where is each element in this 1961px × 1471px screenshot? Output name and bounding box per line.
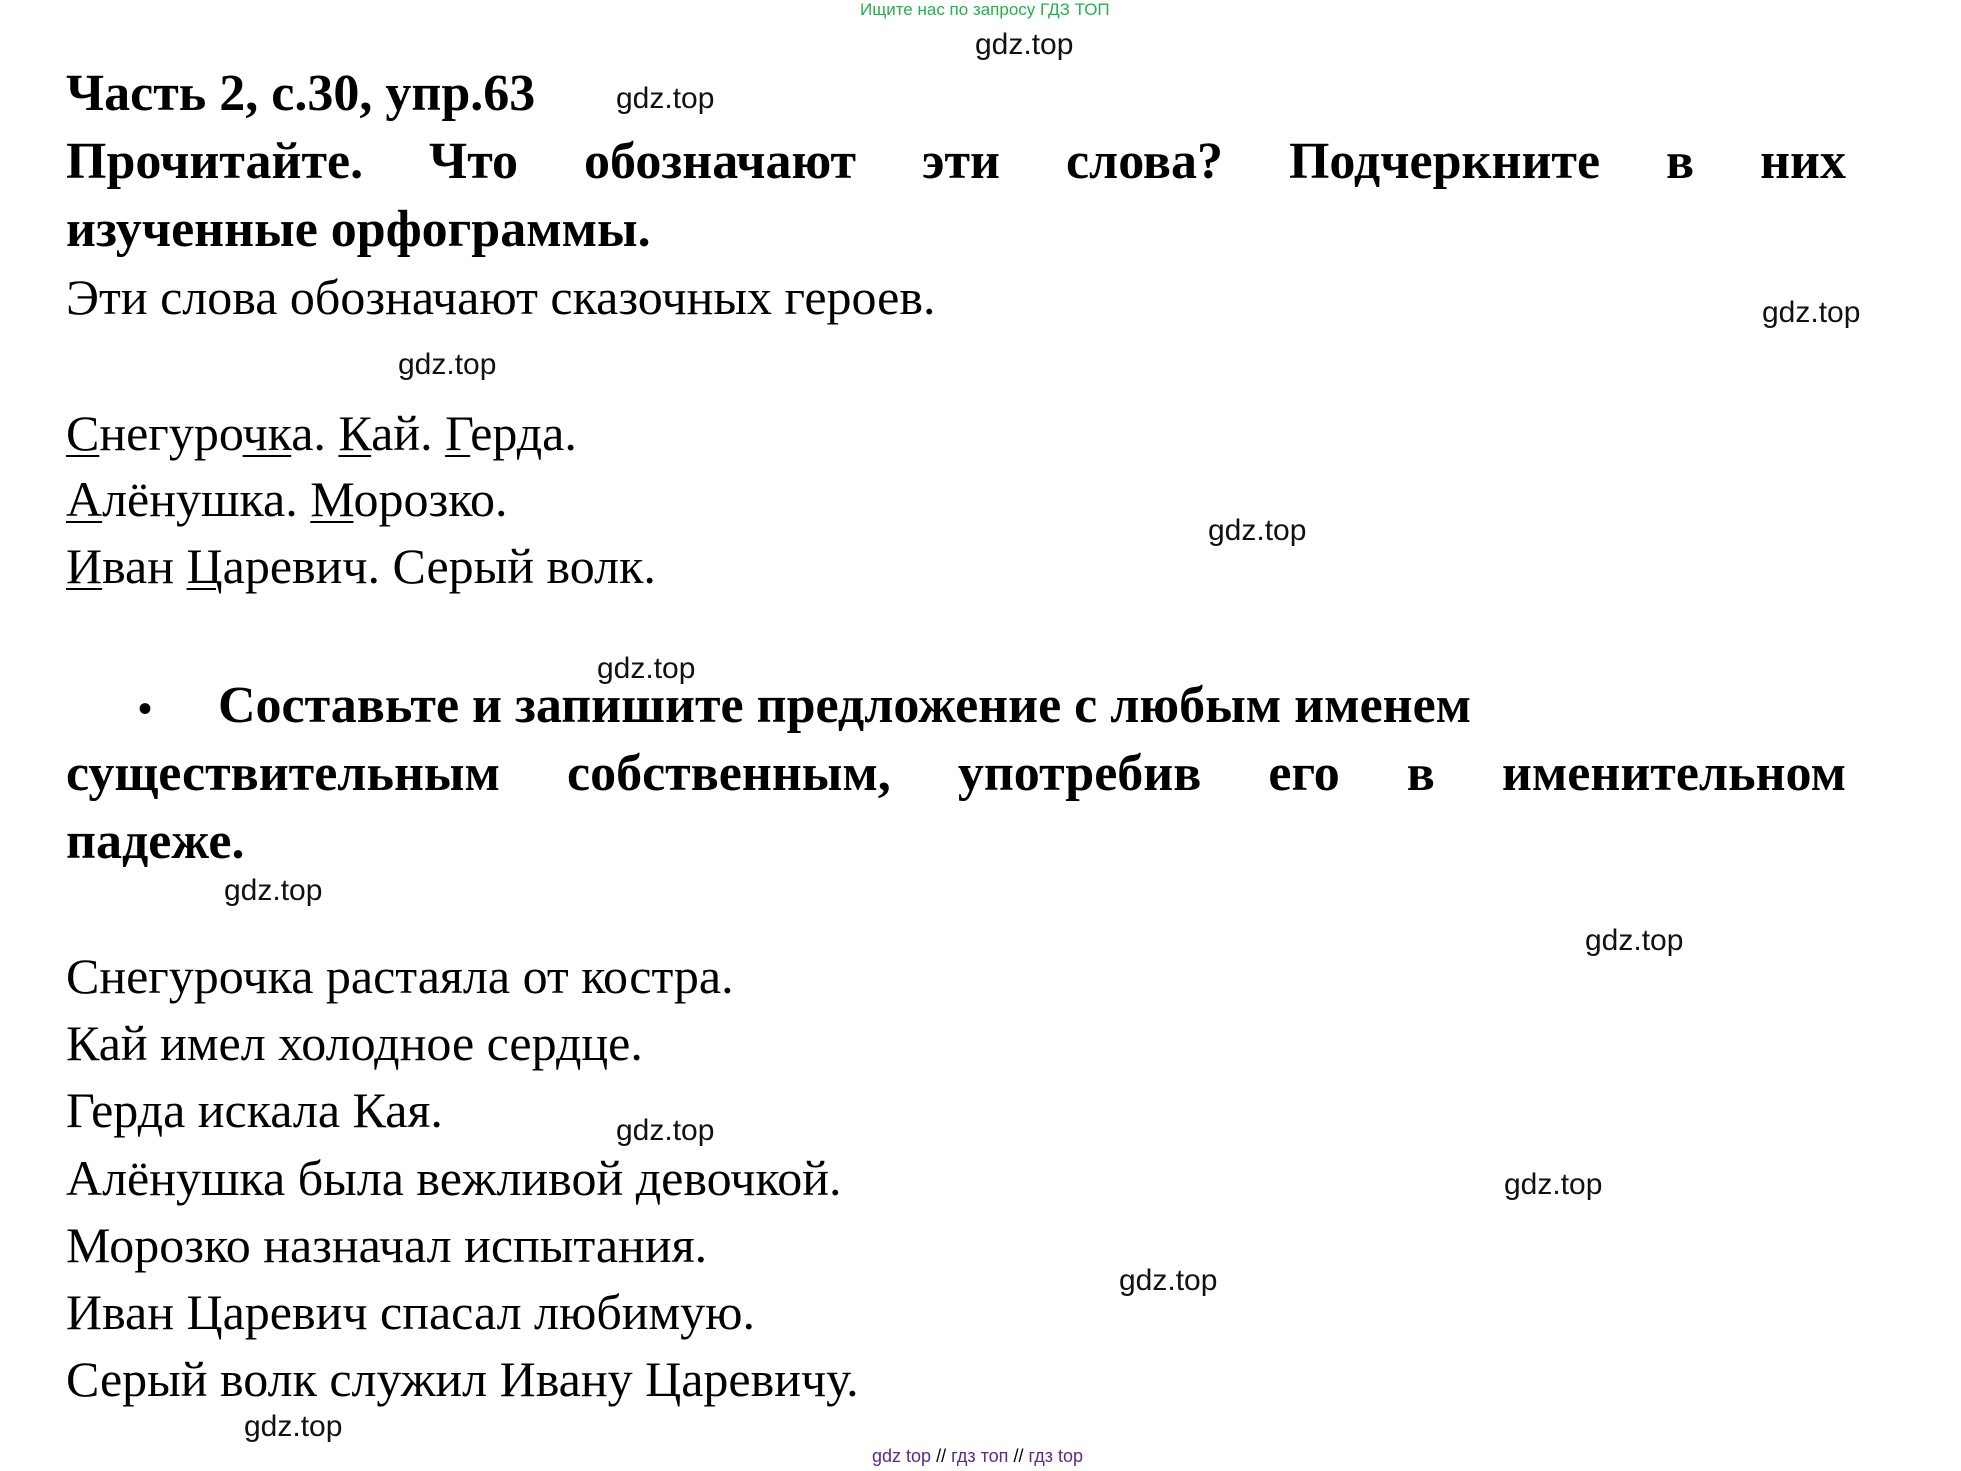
sentence: Алёнушка была вежливой девочкой. xyxy=(66,1150,842,1206)
watermark: gdz.top xyxy=(1762,296,1861,329)
task1-line2: изученные орфограммы. xyxy=(66,201,651,258)
watermark: gdz.top xyxy=(616,82,715,115)
word-line-1: Снегурочка. Кай. Герда. xyxy=(66,405,577,461)
watermark: gdz.top xyxy=(1208,514,1307,547)
watermark: gdz.top xyxy=(975,28,1074,61)
sentence: Кай имел холодное сердце. xyxy=(66,1015,643,1071)
orthogram: К xyxy=(338,405,372,461)
sentence: Серый волк служил Ивану Царевичу. xyxy=(66,1351,859,1407)
watermark: gdz.top xyxy=(616,1114,715,1147)
watermark: gdz.top xyxy=(1585,924,1684,957)
task1-line1: Прочитайте. Что обозначают эти слова? Подчеркните в них xyxy=(66,133,1846,190)
orthogram: И xyxy=(66,538,103,594)
task2-line3: падеже. xyxy=(66,813,245,870)
watermark: gdz.top xyxy=(398,348,497,381)
sentence: Снегурочка растаяла от костра. xyxy=(66,948,734,1004)
word-line-3: Иван Царевич. Серый волк. xyxy=(66,538,656,594)
orthogram: чк xyxy=(242,405,292,461)
sentence: Герда искала Кая. xyxy=(66,1082,443,1138)
watermark: gdz.top xyxy=(597,652,696,685)
watermark: gdz.top xyxy=(244,1410,343,1443)
orthogram: Г xyxy=(445,405,471,461)
orthogram: С xyxy=(66,405,100,461)
page-title: Часть 2, с.30, упр.63 xyxy=(66,65,536,122)
watermark: gdz.top xyxy=(1119,1264,1218,1297)
orthogram: М xyxy=(310,471,354,527)
watermark: gdz.top xyxy=(1504,1168,1603,1201)
task2-line1 xyxy=(138,672,152,743)
sentence: Иван Царевич спасал любимую. xyxy=(66,1284,756,1340)
sentence: Морозко назначал испытания. xyxy=(66,1217,708,1273)
answer-text: Эти слова обозначают сказочных героев. xyxy=(66,269,936,325)
orthogram: А xyxy=(66,471,103,527)
task2-line2: существительным собственным, употребив его в именительном xyxy=(66,745,1846,802)
orthogram: Ц xyxy=(186,538,223,594)
watermark: gdz.top xyxy=(224,874,323,907)
task2-line1-text: Составьте и запишите предложение с любым именем xyxy=(218,677,1472,734)
word-line-2: Алёнушка. Морозко. xyxy=(66,471,508,527)
footer-watermark: gdz top // гдз топ // гдз top xyxy=(872,1446,1084,1466)
bullet-icon: • xyxy=(138,686,153,731)
top-search-note: Ищите нас по запросу ГДЗ ТОП xyxy=(860,0,1110,19)
